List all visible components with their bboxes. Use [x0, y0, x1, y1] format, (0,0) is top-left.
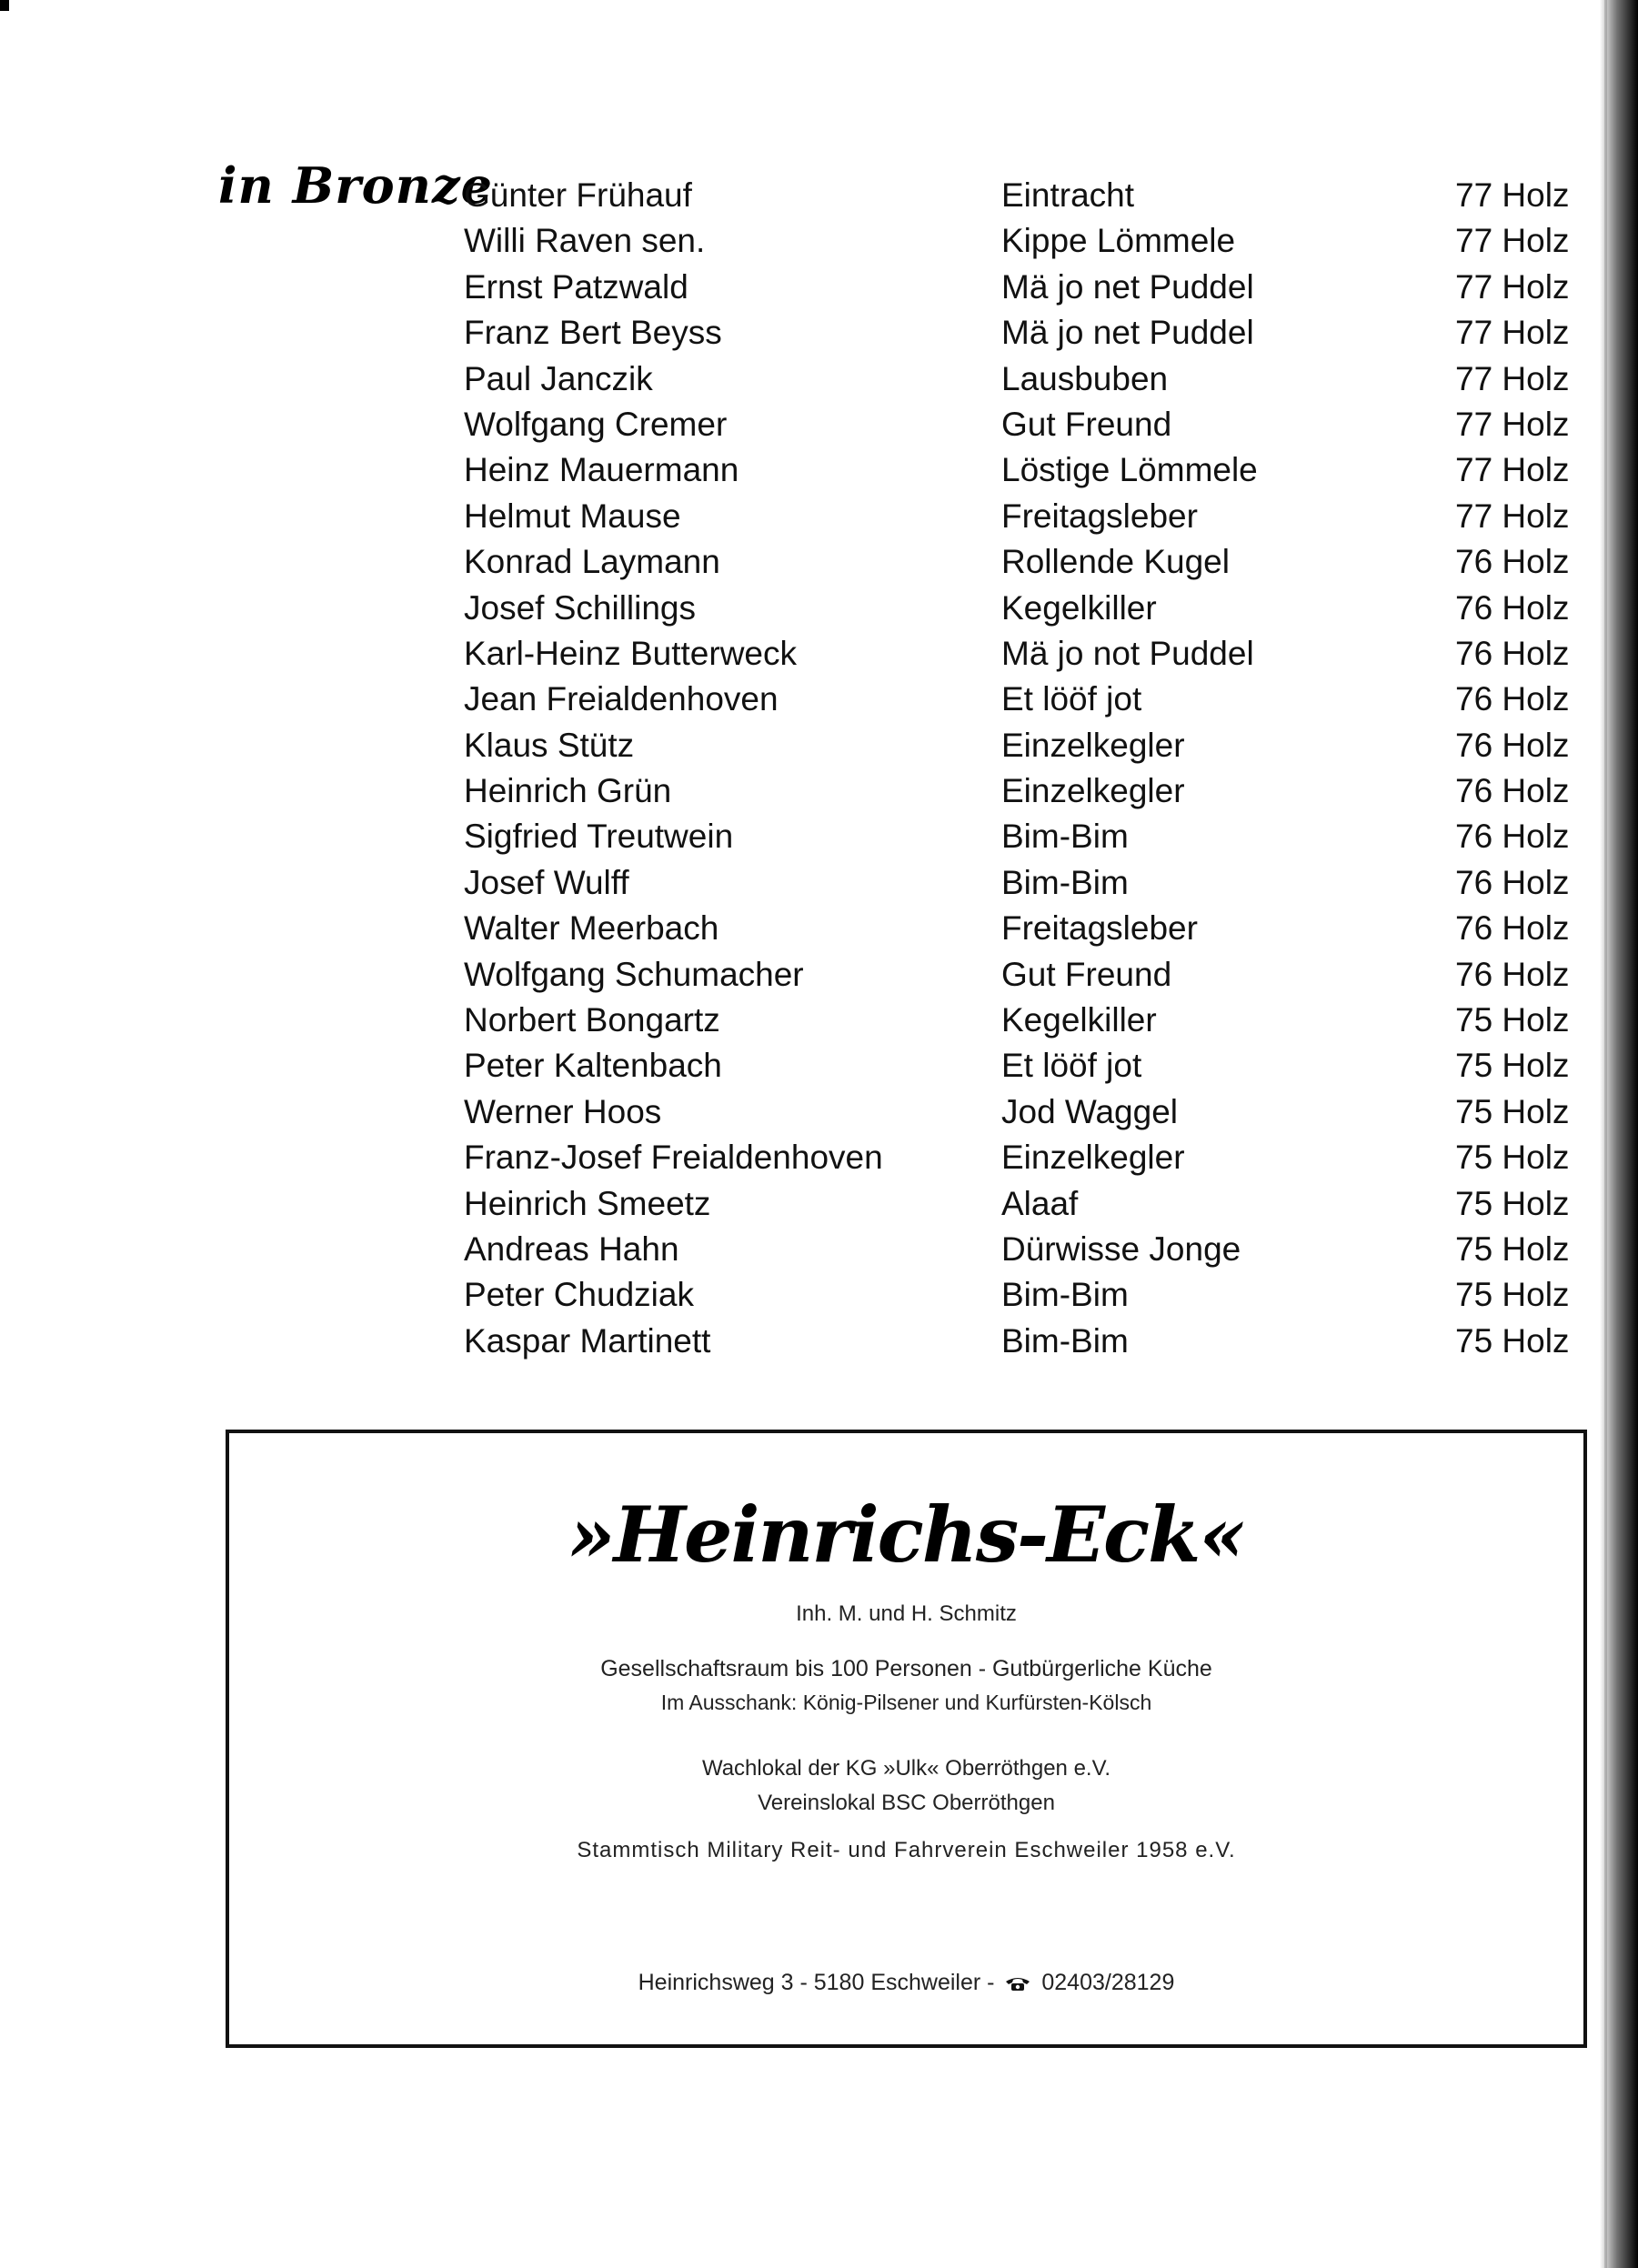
player-name: Andreas Hahn: [464, 1229, 679, 1268]
player-name: Paul Janczik: [464, 359, 653, 397]
ad-stammtisch: Stammtisch Military Reit- und Fahrverein Eschweiler 1958 e.V.: [577, 1838, 1236, 1862]
club-name: Lausbuben: [1001, 359, 1169, 397]
list-item: [0, 631, 1638, 677]
ad-vereinslokal: Vereinslokal BSC Oberröthgen: [758, 1791, 1055, 1815]
list-item: [0, 998, 1638, 1043]
list-item: [0, 860, 1638, 906]
score-value: 76 Holz: [1455, 634, 1570, 672]
club-name: Jod Waggel: [1001, 1092, 1179, 1130]
player-name: Walter Meerbach: [464, 909, 719, 948]
player-name: Günter Frühauf: [464, 176, 692, 214]
score-value: 77 Holz: [1455, 267, 1570, 306]
score-value: 77 Holz: [1455, 222, 1570, 260]
list-item: [0, 814, 1638, 859]
player-name: Peter Kaltenbach: [464, 1047, 722, 1085]
club-name: Mä jo not Puddel: [1001, 634, 1254, 672]
score-value: 75 Holz: [1455, 1047, 1570, 1085]
club-name: Einzelkegler: [1001, 726, 1185, 764]
list-item: [0, 402, 1638, 447]
list-item: [0, 1272, 1638, 1318]
player-name: Wolfgang Cremer: [464, 405, 728, 443]
score-value: 75 Holz: [1455, 1321, 1570, 1360]
player-name: Werner Hoos: [464, 1092, 662, 1130]
player-name: Franz-Josef Freialdenhoven: [464, 1139, 883, 1177]
player-name: Josef Schillings: [464, 588, 697, 627]
player-name: Willi Raven sen.: [464, 222, 706, 260]
list-item: [0, 768, 1638, 814]
club-name: Et lööf jot: [1001, 1047, 1142, 1085]
player-name: Heinz Mauermann: [464, 451, 739, 489]
club-name: Löstige Lömmele: [1001, 451, 1258, 489]
club-name: Bim-Bim: [1001, 863, 1129, 901]
club-name: Gut Freund: [1001, 955, 1172, 993]
club-name: Mä jo net Puddel: [1001, 314, 1254, 352]
score-value: 76 Holz: [1455, 818, 1570, 856]
list-item: [0, 586, 1638, 631]
club-name: Mä jo net Puddel: [1001, 267, 1254, 306]
player-name: Norbert Bongartz: [464, 1001, 720, 1039]
player-name: Sigfried Treutwein: [464, 818, 734, 856]
score-value: 77 Holz: [1455, 497, 1570, 535]
score-value: 75 Holz: [1455, 1276, 1570, 1314]
club-name: Freitagsleber: [1001, 497, 1198, 535]
score-value: 77 Holz: [1455, 314, 1570, 352]
list-item: [0, 677, 1638, 722]
club-name: Rollende Kugel: [1001, 543, 1230, 581]
list-item: [0, 265, 1638, 310]
score-value: 77 Holz: [1455, 451, 1570, 489]
club-name: Einzelkegler: [1001, 772, 1185, 810]
ad-room-info: Gesellschaftsraum bis 100 Personen - Gutbürgerliche Küche: [600, 1656, 1212, 1681]
club-name: Freitagsleber: [1001, 909, 1198, 948]
score-value: 75 Holz: [1455, 1139, 1570, 1177]
list-item: [0, 218, 1638, 264]
club-name: Bim-Bim: [1001, 818, 1129, 856]
advertisement-box: [226, 1430, 1587, 2048]
ad-address: Heinrichsweg 3 - 5180 Eschweiler -: [638, 1970, 995, 1995]
list-item: [0, 310, 1638, 356]
ad-owner: Inh. M. und H. Schmitz: [796, 1601, 1017, 1626]
score-value: 75 Holz: [1455, 1184, 1570, 1222]
score-value: 77 Holz: [1455, 405, 1570, 443]
ad-phone: 02403/28129: [1041, 1970, 1175, 1995]
score-value: 77 Holz: [1455, 176, 1570, 214]
results-list: [0, 173, 1638, 1364]
list-item: [0, 952, 1638, 998]
club-name: Et lööf jot: [1001, 680, 1142, 718]
club-name: Eintracht: [1001, 176, 1135, 214]
club-name: Bim-Bim: [1001, 1321, 1129, 1360]
list-item: [0, 356, 1638, 402]
score-value: 76 Holz: [1455, 543, 1570, 581]
score-value: 76 Holz: [1455, 726, 1570, 764]
player-name: Konrad Laymann: [464, 543, 720, 581]
player-name: Jean Freialdenhoven: [464, 680, 779, 718]
score-value: 76 Holz: [1455, 955, 1570, 993]
player-name: Franz Bert Beyss: [464, 314, 722, 352]
score-value: 76 Holz: [1455, 680, 1570, 718]
list-item: [0, 539, 1638, 585]
list-item: [0, 1135, 1638, 1180]
player-name: Heinrich Smeetz: [464, 1184, 711, 1222]
telephone-icon: [1004, 1975, 1031, 1992]
list-item: [0, 1181, 1638, 1227]
score-value: 76 Holz: [1455, 772, 1570, 810]
player-name: Heinrich Grün: [464, 772, 672, 810]
list-item: [0, 723, 1638, 768]
player-name: Josef Wulff: [464, 863, 629, 901]
club-name: Bim-Bim: [1001, 1276, 1129, 1314]
ad-title: »Heinrichs-Eck«: [568, 1490, 1245, 1580]
club-name: Gut Freund: [1001, 405, 1172, 443]
score-value: 77 Holz: [1455, 359, 1570, 397]
player-name: Klaus Stütz: [464, 726, 635, 764]
club-name: Kegelkiller: [1001, 1001, 1157, 1039]
section-heading: in Bronze: [218, 156, 493, 215]
club-name: Alaaf: [1001, 1184, 1079, 1222]
score-value: 76 Holz: [1455, 909, 1570, 948]
club-name: Kippe Lömmele: [1001, 222, 1236, 260]
ad-address-line: [229, 1970, 1583, 1996]
list-item: [0, 1319, 1638, 1364]
club-name: Einzelkegler: [1001, 1139, 1185, 1177]
list-item: [0, 1043, 1638, 1089]
score-value: 75 Holz: [1455, 1092, 1570, 1130]
scan-corner-mark: [0, 0, 9, 11]
list-item: [0, 173, 1638, 218]
player-name: Helmut Mause: [464, 497, 681, 535]
club-name: Dürwisse Jonge: [1001, 1229, 1241, 1268]
score-value: 75 Holz: [1455, 1229, 1570, 1268]
list-item: [0, 447, 1638, 493]
score-value: 75 Holz: [1455, 1001, 1570, 1039]
player-name: Kaspar Martinett: [464, 1321, 711, 1360]
player-name: Peter Chudziak: [464, 1276, 694, 1314]
score-value: 76 Holz: [1455, 863, 1570, 901]
player-name: Wolfgang Schumacher: [464, 955, 804, 993]
score-value: 76 Holz: [1455, 588, 1570, 627]
ad-wachlokal: Wachlokal der KG »Ulk« Oberröthgen e.V.: [701, 1756, 1111, 1781]
list-item: [0, 1089, 1638, 1135]
list-item: [0, 494, 1638, 539]
list-item: [0, 906, 1638, 951]
ad-tap-info: Im Ausschank: König-Pilsener und Kurfürsten-Kölsch: [660, 1691, 1152, 1714]
club-name: Kegelkiller: [1001, 588, 1157, 627]
player-name: Ernst Patzwald: [464, 267, 688, 306]
list-item: [0, 1227, 1638, 1272]
player-name: Karl-Heinz Butterweck: [464, 634, 798, 672]
